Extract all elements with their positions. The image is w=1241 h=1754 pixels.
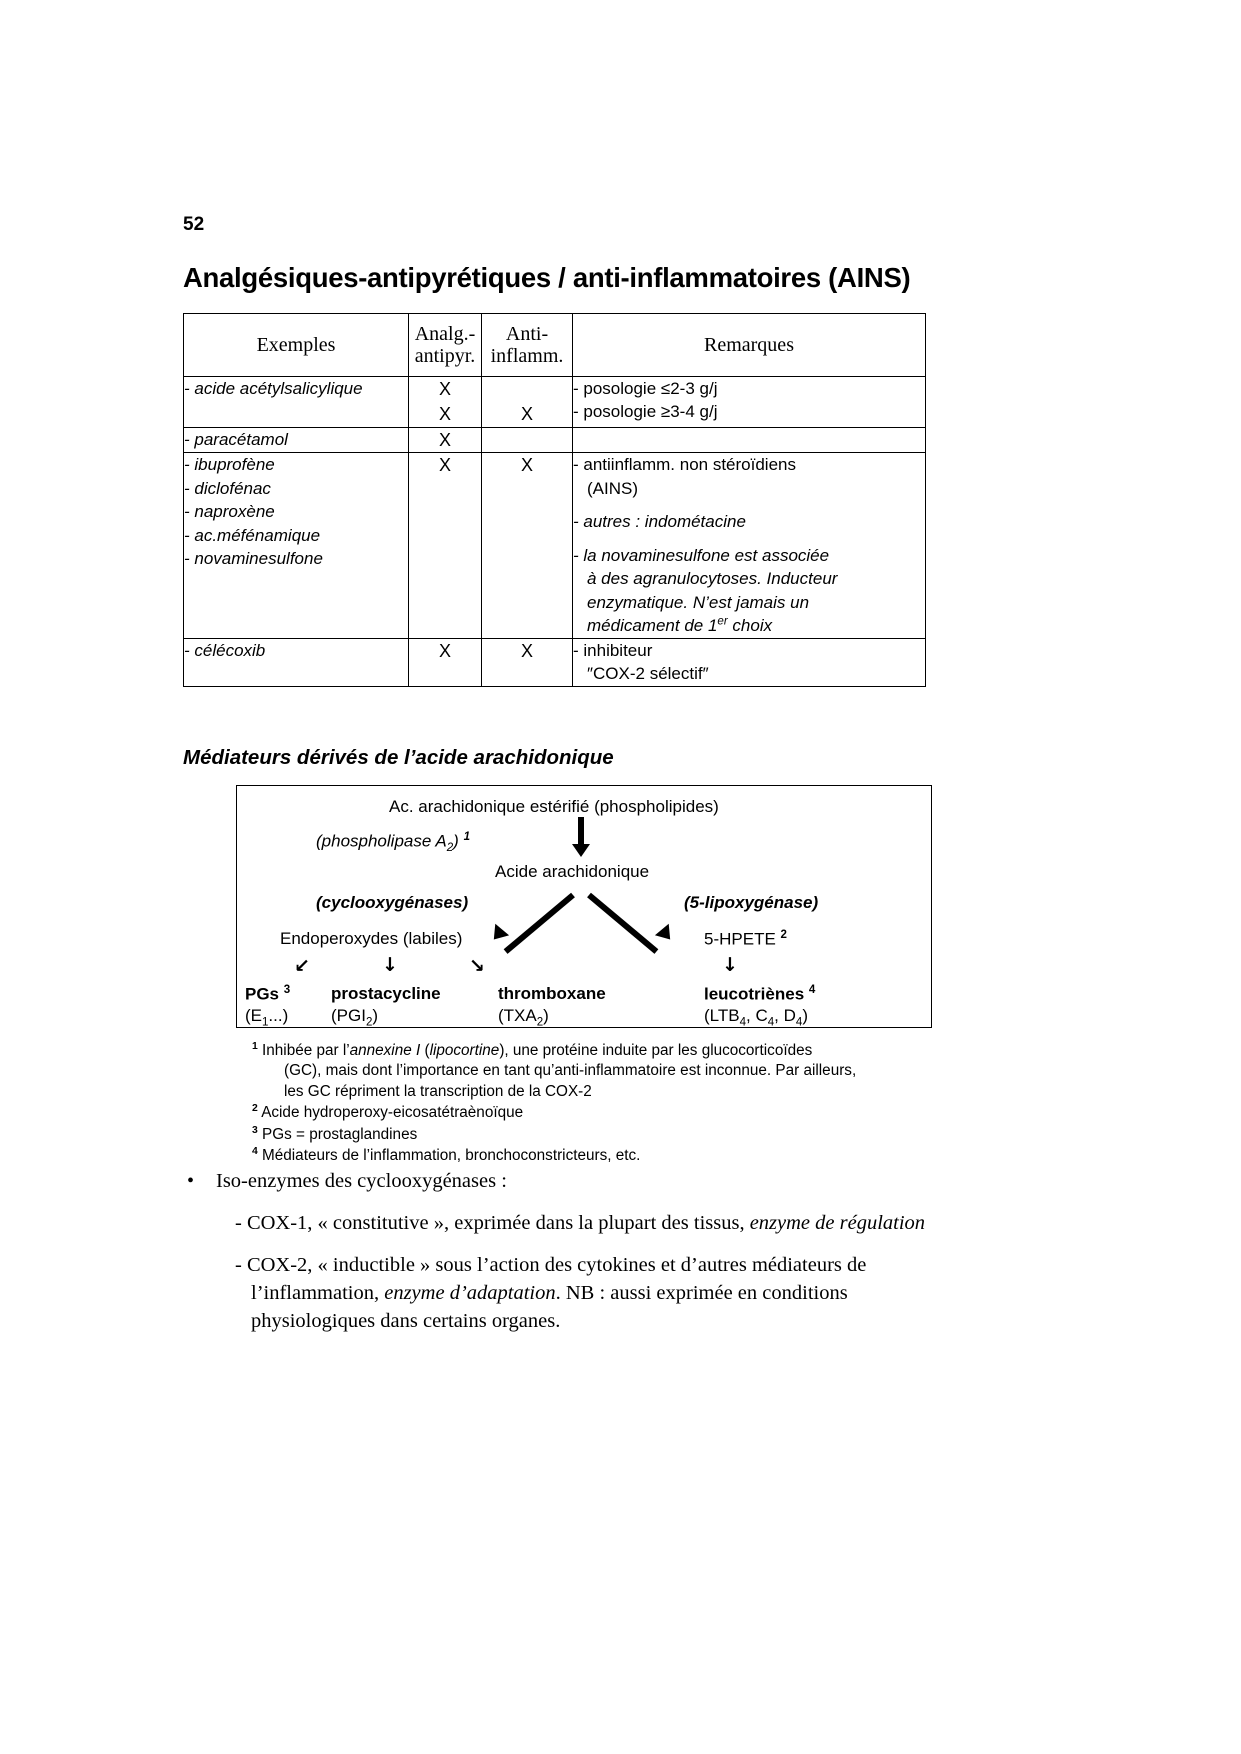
cell-anti-inflammatory xyxy=(482,453,573,638)
footnote-line: (GC), mais dont l’importance en tant qu’anti-inflammatoire est inconnue. Par ailleurs, xyxy=(284,1062,857,1080)
cell-anti-inflammatory xyxy=(482,427,573,453)
x-mark: X xyxy=(438,379,451,399)
arrow-shaft xyxy=(578,817,584,846)
arrow-shaft-left-diagonal xyxy=(504,893,575,954)
diagram-formula-pgs: $(E_1...)$ xyxy=(245,1006,289,1029)
table-header-row xyxy=(184,314,926,377)
diagram-label-hpete: 5-HPETE $^2$ xyxy=(704,929,787,949)
cell-examples xyxy=(184,453,409,638)
column-header-analgesic-line2: antipyr. xyxy=(414,345,476,367)
list-item-label: Iso-enzymes des cyclooxygénases : xyxy=(216,1170,507,1192)
footnote-marker: 4 xyxy=(252,1146,258,1157)
cell-analgesic xyxy=(409,453,482,638)
diagram-label-endoperoxides: Endoperoxydes (labiles) xyxy=(280,929,463,948)
x-mark: X xyxy=(438,455,451,476)
x-mark: X xyxy=(438,429,451,450)
diagram-product-leucotrienes: leucotriènes $^4$ xyxy=(704,984,816,1004)
column-header-analgesic-line1: Analg.- xyxy=(414,322,476,345)
footnote-item xyxy=(252,1124,942,1145)
x-mark: X xyxy=(438,640,451,661)
cell-examples xyxy=(184,427,409,453)
footnote-line: les GC répriment la transcription de la COX-2 xyxy=(284,1082,592,1100)
analgesics-table xyxy=(183,313,926,687)
arrow-down-right-icon: ↘ xyxy=(469,955,485,977)
footnote-marker: 3 xyxy=(252,1124,258,1136)
arrow-head-down-icon xyxy=(572,844,590,857)
diagram-label-cyclooxygenases: (cyclooxygénases) xyxy=(316,893,469,912)
cell-remarks xyxy=(573,377,926,428)
remark-line: (AINS) xyxy=(587,478,638,498)
remark-line: - posologie ≤2-3 g/j xyxy=(573,379,718,398)
column-header-anti-inflammatory: Anti-inflamm. xyxy=(482,314,573,377)
x-mark: X xyxy=(520,403,533,424)
column-header-analgesic xyxy=(409,314,482,377)
table-row xyxy=(184,377,926,428)
diagram-product-prostacycline: prostacycline xyxy=(331,984,441,1003)
footnote-marker: 1 xyxy=(252,1041,258,1052)
remark-line: enzymatique. N’est jamais un xyxy=(587,592,810,612)
table-row xyxy=(184,638,926,686)
footnote-line: Médiateurs de l’inflammation, bronchoconstricteurs, etc. xyxy=(262,1147,641,1165)
diagram-product-thromboxane: thromboxane xyxy=(498,984,606,1003)
diagram-label-lipoxygenase: (5-lipoxygénase) xyxy=(684,893,819,912)
example-item: - acide acétylsalicylique xyxy=(184,379,363,398)
list-item xyxy=(183,1168,943,1196)
diagram-formula-prostacycline: $(PGI_2)$ xyxy=(331,1006,379,1029)
page-title: Analgésiques-antipyrétiques / anti-inflammatoires (AINS) xyxy=(183,262,911,293)
table-row xyxy=(184,427,926,453)
cell-anti-inflammatory xyxy=(482,638,573,686)
remark-line: à des agranulocytoses. Inducteur xyxy=(587,569,838,589)
footnote-marker: 2 xyxy=(252,1103,258,1115)
column-header-remarks: Remarques xyxy=(573,314,926,377)
table-row xyxy=(184,453,926,638)
iso-enzymes-list xyxy=(183,1168,943,1335)
remark-line: - antiinflamm. non stéroïdiens xyxy=(573,455,796,475)
remark-line: médicament de 1er choix xyxy=(587,615,773,636)
footnote-item xyxy=(252,1102,942,1123)
remark-block xyxy=(573,510,925,533)
example-item: - novaminesulfone xyxy=(184,549,323,569)
diagram-label-esterified-aa: Ac. arachidonique estérifié (phospholipides) xyxy=(389,797,719,816)
diagram-label-arachidonic-acid: Acide arachidonique xyxy=(495,862,650,881)
cell-remarks xyxy=(573,427,926,453)
example-item: - célécoxib xyxy=(184,640,266,660)
page-number: 52 xyxy=(183,214,205,235)
diagram-formula-leucotrienes: ($LTB_4$, $C_4$, $D_4$) xyxy=(704,1006,808,1029)
example-item: - ac.méfénamique xyxy=(184,525,321,545)
diagram-formula-thromboxane: $(TXA_2)$ xyxy=(498,1006,549,1029)
cell-analgesic xyxy=(409,427,482,453)
x-mark: X xyxy=(520,640,533,661)
footnote-line: PGs = prostaglandines xyxy=(262,1125,418,1143)
footnotes xyxy=(252,1040,942,1166)
example-item: - naproxène xyxy=(184,502,275,522)
arrow-head-left-icon xyxy=(487,924,509,946)
example-item: - ibuprofène xyxy=(184,455,275,475)
section-heading: Médiateurs dérivés de l’acide arachidonique xyxy=(183,746,614,769)
remark-block xyxy=(573,453,925,500)
x-mark: X xyxy=(438,403,451,424)
footnote-line: Acide hydroperoxy-eicosatétraènoïque xyxy=(261,1104,524,1122)
remark-line: - la novaminesulfone est associée xyxy=(573,545,830,565)
column-header-examples: Exemples xyxy=(184,314,409,377)
cell-remarks xyxy=(573,638,926,686)
cell-examples xyxy=(184,638,409,686)
remark-block xyxy=(573,544,925,638)
arrow-shaft-right-diagonal xyxy=(587,893,658,954)
bullet-icon: • xyxy=(187,1170,195,1193)
remark-line: - inhibiteur xyxy=(573,640,653,660)
footnote-item: $^1$ Inhibée par l’annexine I (lipocortine), une protéine induite par les glucocorticoïdes (GC), mais dont l’importance en tant qu’anti-inflammatoire est inconnue. Par ailleurs, les GC répriment la transcription de la COX-2 xyxy=(252,1040,942,1102)
cell-examples xyxy=(184,377,409,428)
cell-remarks xyxy=(573,453,926,638)
arrow-down-left-icon: ↙ xyxy=(294,955,310,977)
example-item: - paracétamol xyxy=(184,429,288,449)
footnote-item xyxy=(252,1145,942,1166)
diagram-product-pgs: PGs $^3$ xyxy=(245,984,291,1004)
x-mark-empty xyxy=(482,377,572,402)
x-mark: X xyxy=(520,455,533,476)
cell-analgesic xyxy=(409,377,482,428)
arachidonic-acid-pathway-diagram xyxy=(236,785,932,1028)
list-item: - COX-2, « inductible » sous l’action des cytokines et d’autres médiateurs de l’inflammation, enzyme d’adaptation. NB : aussi exprimée en conditions physiologiques dans certains organes. xyxy=(235,1253,867,1332)
example-item: - diclofénac xyxy=(184,478,271,498)
remark-line: - autres : indométacine xyxy=(573,512,746,532)
cell-anti-inflammatory xyxy=(482,377,573,428)
arrow-down-icon: ↓ xyxy=(722,954,738,976)
diagram-label-phospholipase: (phospholipase $A_2$) $^1$ xyxy=(316,831,470,855)
remark-line: - posologie ≥3-4 g/j xyxy=(573,402,718,422)
list-item: - COX-1, « constitutive », exprimée dans la plupart des tissus, enzyme de régulation xyxy=(235,1211,926,1234)
remark-line: ″COX-2 sélectif″ xyxy=(587,664,709,684)
arrow-head-right-icon xyxy=(655,924,677,946)
arrow-down-icon: ↓ xyxy=(382,954,398,976)
cell-analgesic xyxy=(409,638,482,686)
